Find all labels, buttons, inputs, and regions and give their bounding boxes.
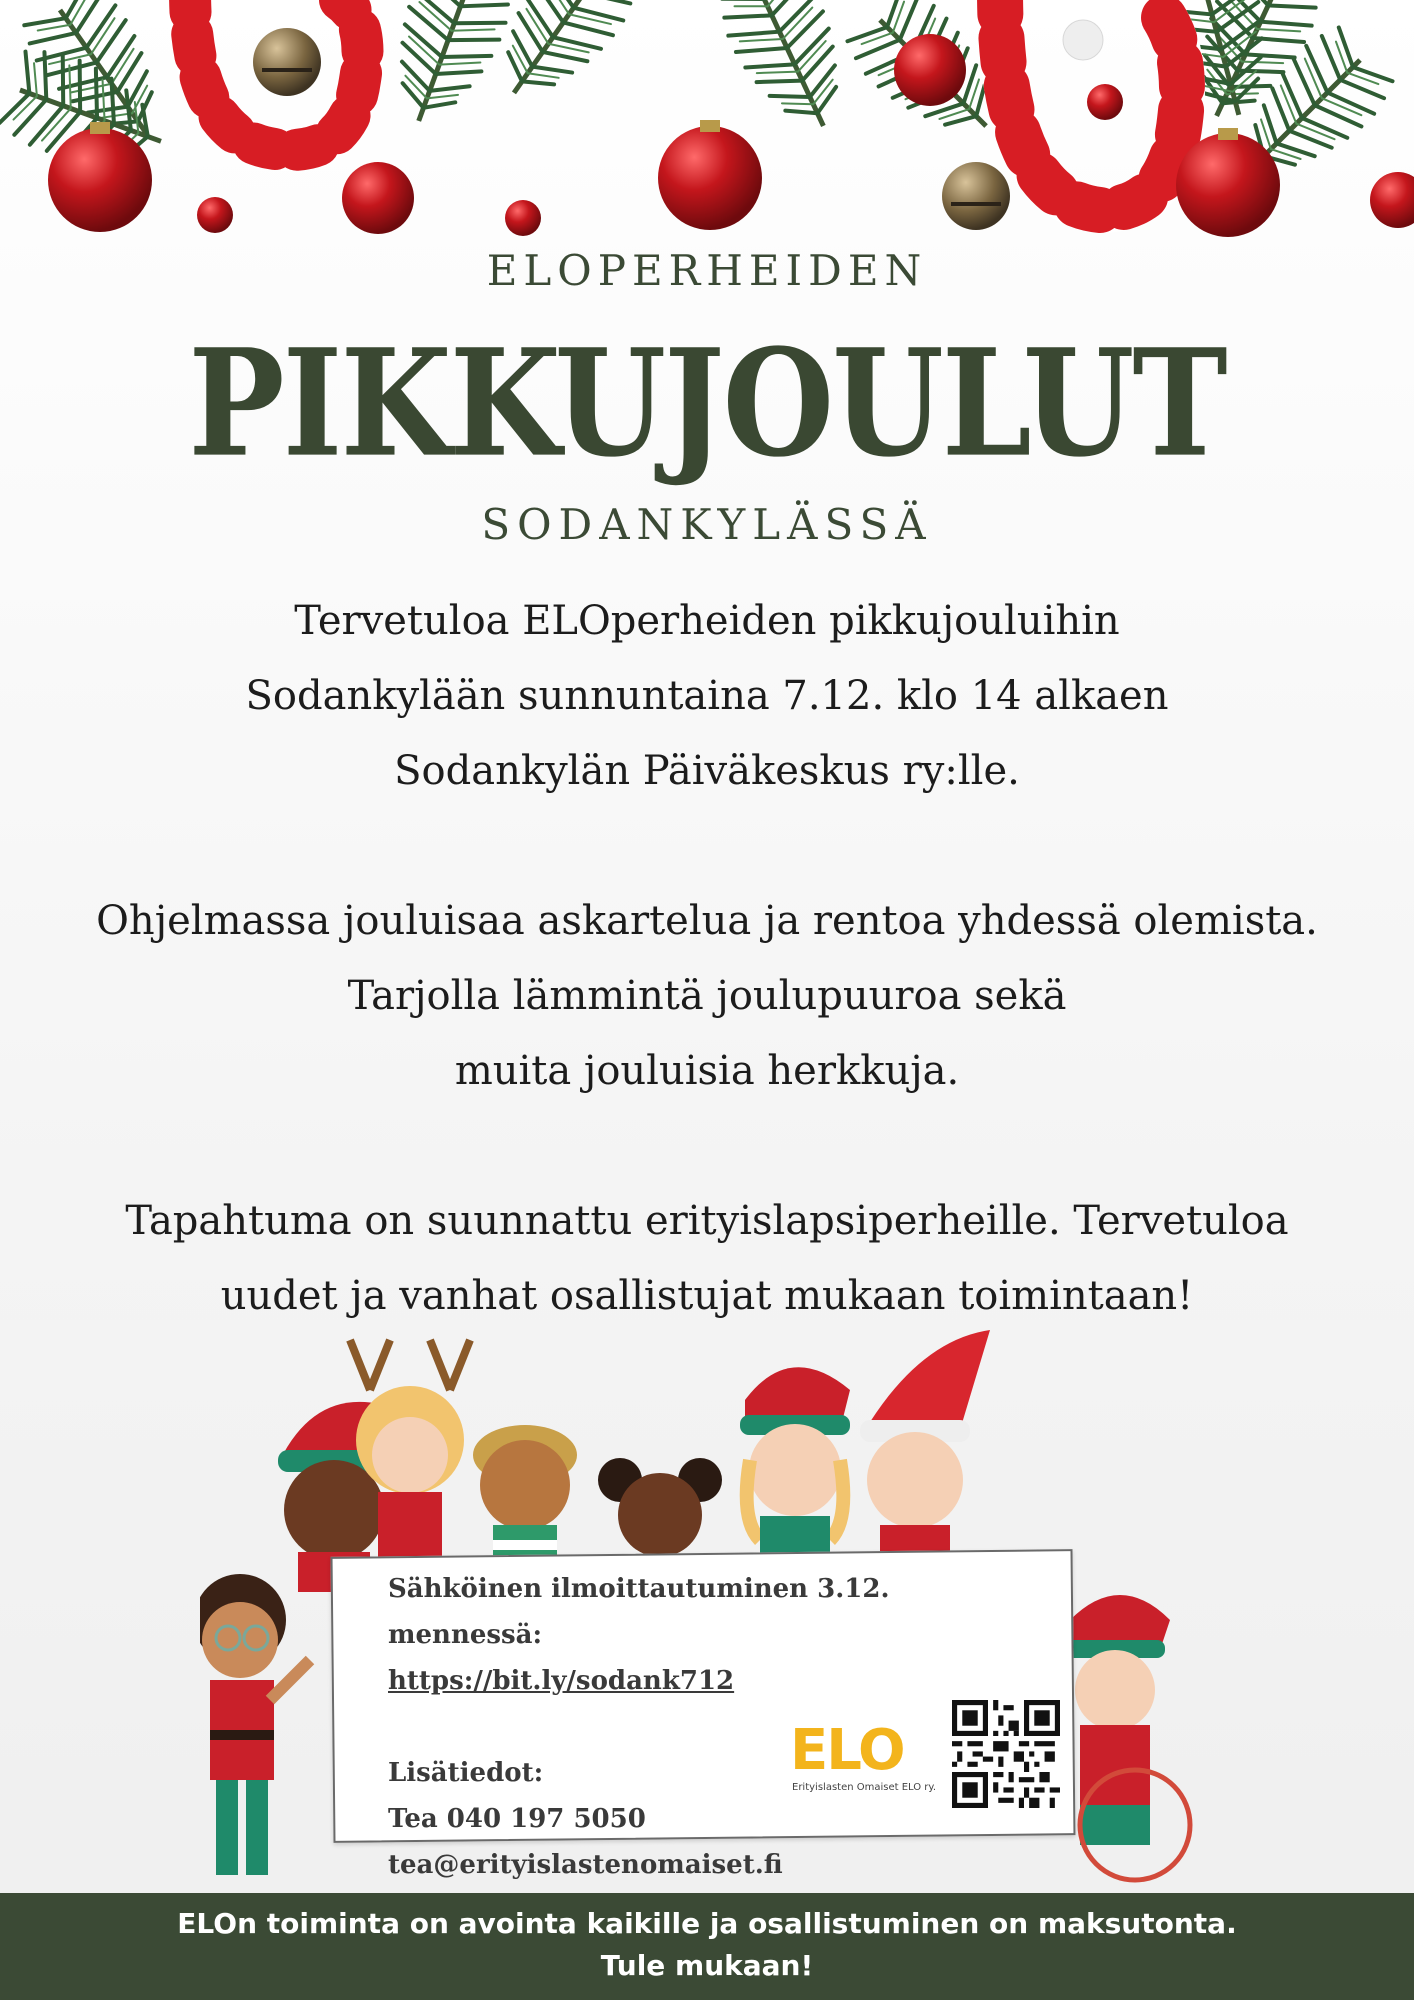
elo-logo-caption: Erityislasten Omaiset ELO ry. [792,1782,937,1793]
intro-line: Sodankylään sunnuntaina 7.12. klo 14 alkaen [245,673,1169,719]
elo-logo [790,1718,937,1800]
program-line: muita jouluisia herkkuja. [454,1048,960,1094]
qr-code-icon[interactable] [952,1700,1060,1808]
footer-line: ELOn toiminta on avointa kaikille ja osallistuminen on maksutonta. [177,1907,1237,1940]
footer-cta: Tule mukaan! [600,1949,814,1982]
kid-wheelchair-girl [1065,1595,1190,1880]
header-location: SODANKYLÄSSÄ [481,500,933,549]
contact-phone: Tea 040 197 5050 [388,1804,646,1834]
intro-paragraph [80,584,1334,809]
kid-standing-boy [200,1574,310,1875]
audience-line: Tapahtuma on suunnattu erityislapsiperheille. Tervetuloa [125,1198,1289,1244]
audience-paragraph [80,1184,1334,1334]
spacer [388,1704,1048,1750]
kid-curly [598,1458,722,1557]
intro-line: Sodankylän Päiväkeskus ry:lle. [394,748,1020,794]
header-kicker: ELOPERHEIDEN [486,246,928,295]
christmas-decoration-border [0,0,1414,250]
page-title: PIKKUJOULUT [188,317,1226,491]
intro-line: Tervetuloa ELOperheiden pikkujouluihin [294,598,1120,644]
registration-link[interactable]: https://bit.ly/sodank712 [388,1666,735,1696]
info-label: Lisätiedot: [388,1758,544,1788]
kid-santa-hat [860,1330,990,1585]
audience-line: uudet ja vanhat osallistujat mukaan toimintaan! [220,1273,1194,1319]
program-line: Tarjolla lämmintä joulupuuroa sekä [347,973,1067,1019]
elo-logo-word: ELO [790,1718,904,1783]
registration-text: Sähköinen ilmoittautuminen 3.12. mennessä: [388,1574,890,1650]
program-line: Ohjelmassa jouluisaa askartelua ja rentoa yhdessä olemista. [96,898,1318,944]
info-board-text [388,1566,1048,1888]
footer-banner [0,1893,1414,2000]
program-paragraph [80,884,1334,1109]
contact-email[interactable]: tea@erityislastenomaiset.fi [388,1850,783,1880]
